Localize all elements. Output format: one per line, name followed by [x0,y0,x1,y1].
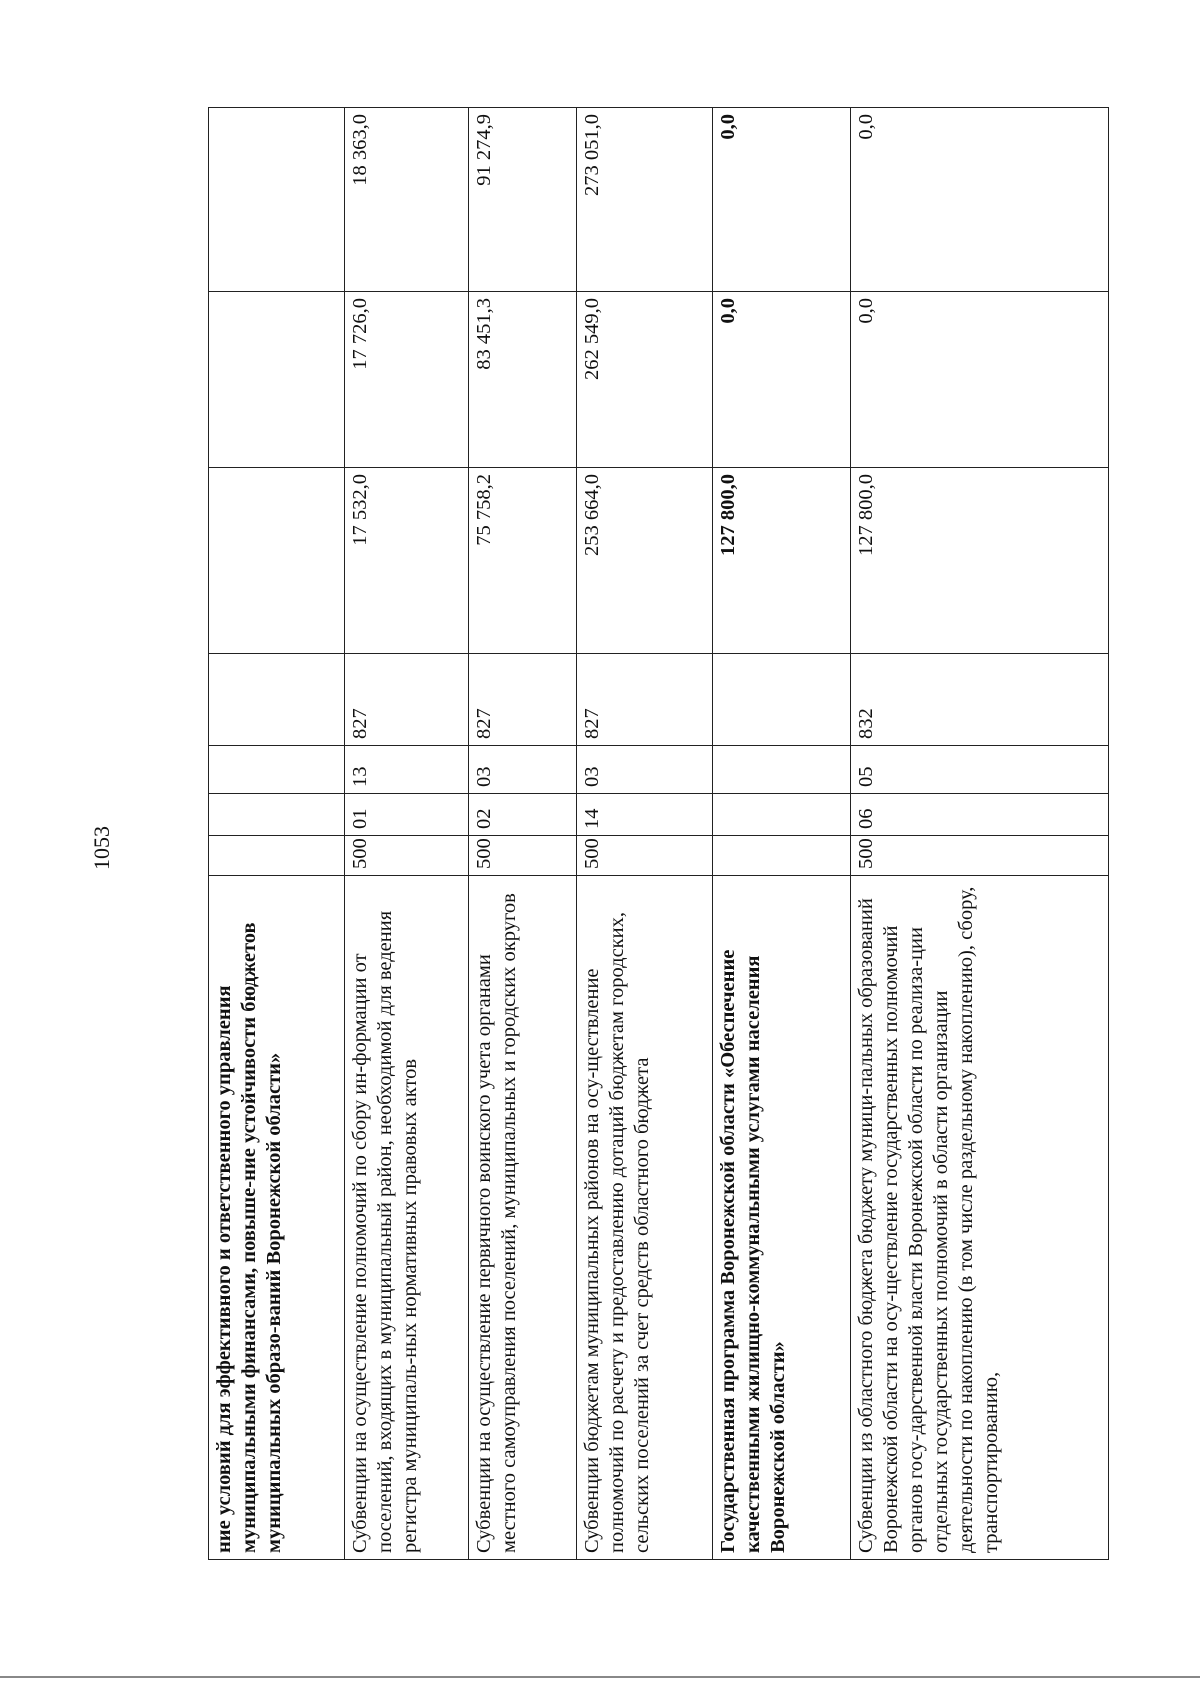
table-row [345,108,469,1560]
amount-cell [209,468,345,654]
code-cell [209,836,345,876]
code-cell: 01 [345,794,469,836]
amount-cell: 17 726,0 [345,292,469,468]
amount-cell: 91 274,9 [469,108,577,292]
code-cell: 06 [851,794,1109,836]
code-cell: 827 [577,654,713,746]
table-row [209,108,345,1560]
amount-cell: 253 664,0 [577,468,713,654]
code-cell: 14 [577,794,713,836]
amount-cell: 0,0 [713,108,851,292]
amount-cell [209,108,345,292]
amount-cell: 0,0 [851,292,1109,468]
page-number: 1053 [89,826,114,870]
amount-cell: 0,0 [713,292,851,468]
code-cell [713,746,851,794]
amount-cell: 0,0 [851,108,1109,292]
code-cell: 02 [469,794,577,836]
code-cell: 05 [851,746,1109,794]
code-cell [713,654,851,746]
code-cell: 827 [469,654,577,746]
amount-cell: 17 532,0 [345,468,469,654]
code-cell [713,836,851,876]
row-description: Субвенции бюджетам муниципальных районов на осу-ществление полномочий по расчету и предоставлению дотаций бюджетам городских, сельских поселений за счет средств областного бюджета [577,876,713,1560]
code-cell: 500 [469,836,577,876]
table-row [851,108,1109,1560]
row-description: ние условий для эффективного и ответственного управления муниципальными финансами, повыше-ние устойчивости бюджетов муниципальных образо-ваний Воронежской области» [209,876,345,1560]
amount-cell: 75 758,2 [469,468,577,654]
amount-cell: 83 451,3 [469,292,577,468]
budget-table [208,107,1109,1560]
row-description: Субвенции из областного бюджета бюджету муници-пальных образований Воронежской области на осу-ществление государственных полномочий органов госу-дарственной власти Воронежской области по реализа-ции отдельных государственных полномочий в области организации деятельности по накоплению (в том числе раздельному накоплению), сбору, транспортированию, [851,876,1109,1560]
code-cell: 500 [345,836,469,876]
code-cell: 832 [851,654,1109,746]
code-cell: 500 [851,836,1109,876]
code-cell [713,794,851,836]
code-cell [209,746,345,794]
row-description: Субвенции на осуществление первичного воинского учета органами местного самоуправления поселений, муниципальных и городских округов [469,876,577,1560]
row-description: Государственная программа Воронежской области «Обеспечение качественными жилищно-коммунальными услугами населения Воронежской области» [713,876,851,1560]
code-cell [209,794,345,836]
code-cell [209,654,345,746]
scan-edge-line [0,1676,1200,1678]
amount-cell [209,292,345,468]
amount-cell: 127 800,0 [851,468,1109,654]
amount-cell: 273 051,0 [577,108,713,292]
amount-cell: 18 363,0 [345,108,469,292]
row-description: Субвенции на осуществление полномочий по сбору ин-формации от поселений, входящих в муниципальный район, необходимой для ведения регистра муниципаль-ных нормативных правовых актов [345,876,469,1560]
code-cell: 03 [469,746,577,794]
table-row [713,108,851,1560]
amount-cell: 262 549,0 [577,292,713,468]
code-cell: 03 [577,746,713,794]
rotated-table-container [208,108,1088,1560]
code-cell: 13 [345,746,469,794]
table-row [577,108,713,1560]
table-row [469,108,577,1560]
amount-cell: 127 800,0 [713,468,851,654]
code-cell: 827 [345,654,469,746]
code-cell: 500 [577,836,713,876]
